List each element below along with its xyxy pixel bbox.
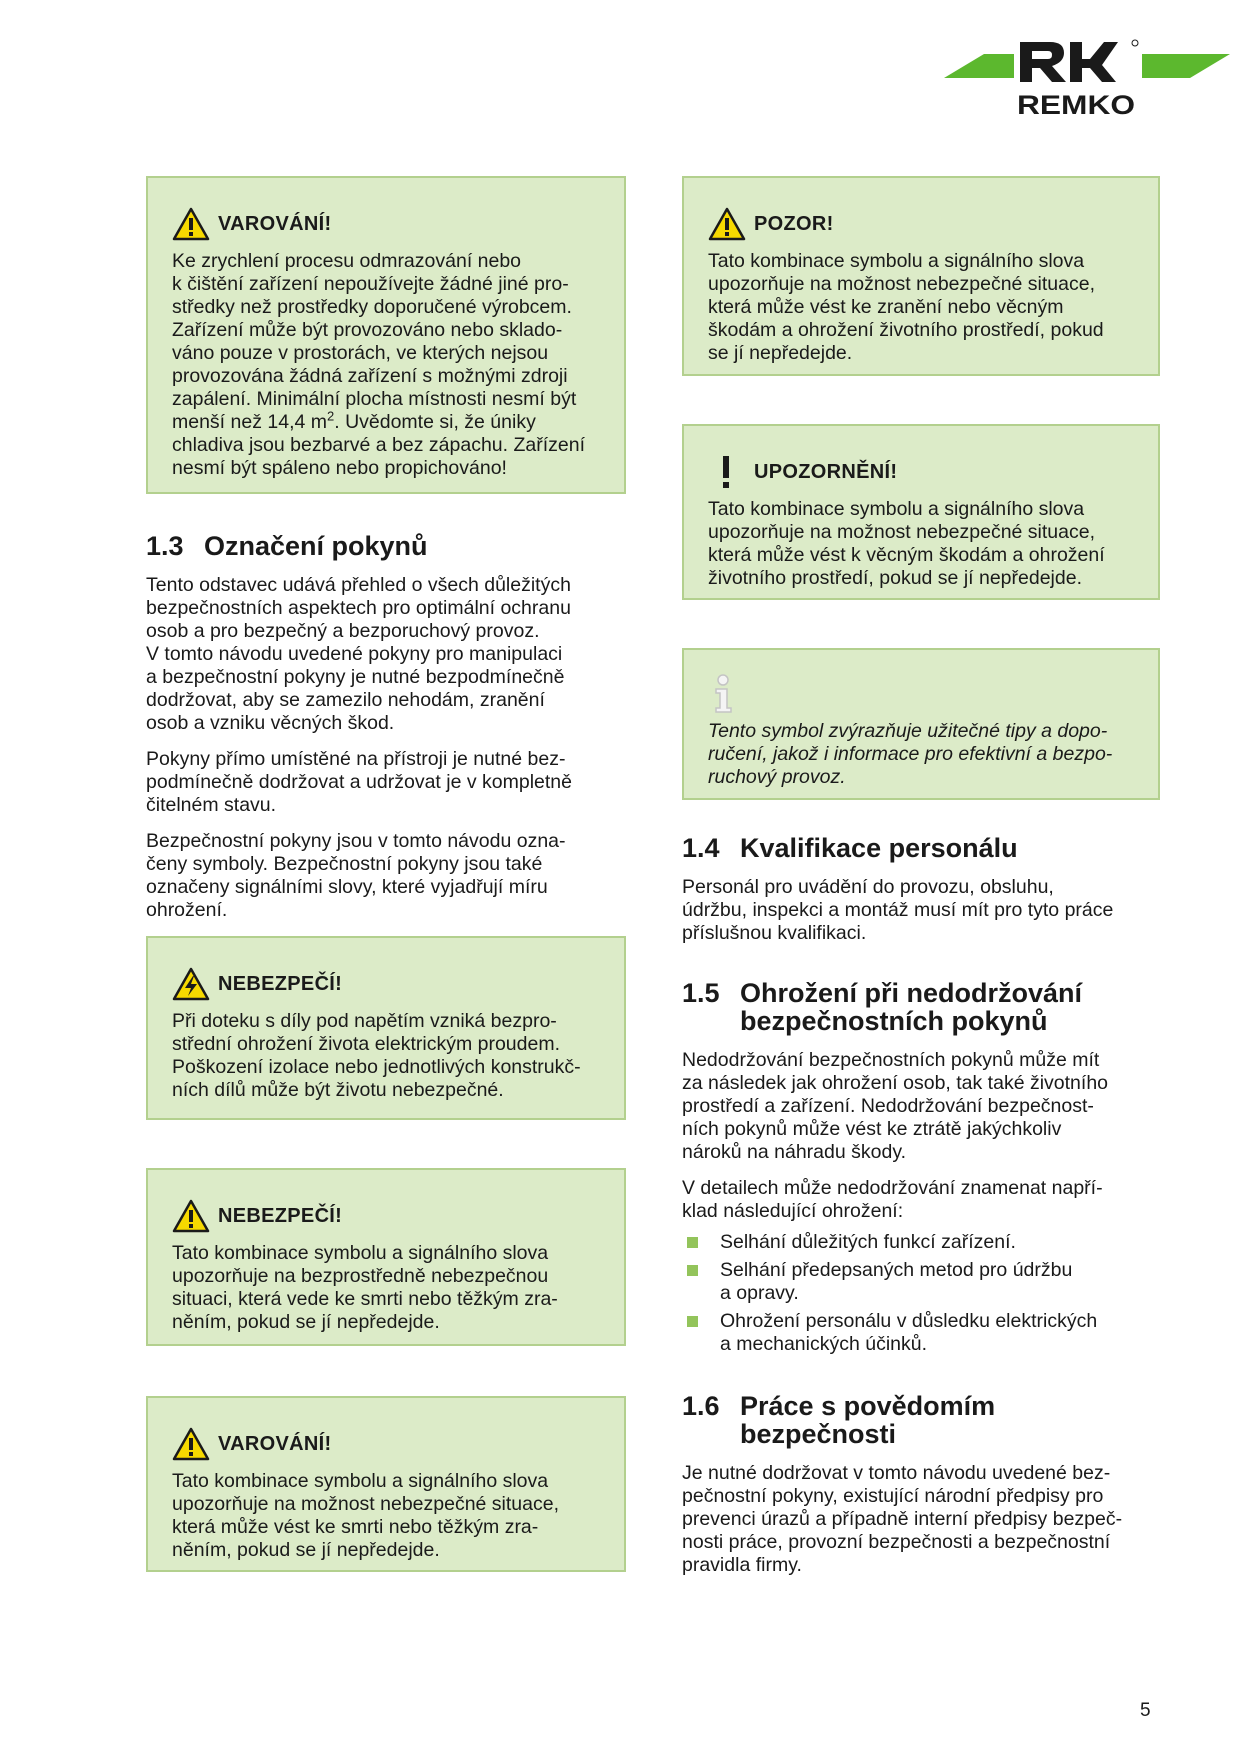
- signal-word: POZOR!: [754, 212, 834, 235]
- paragraph: Tento odstavec udává přehled o všech důležitých bezpečnostních aspektech pro optimální ochranu osob a pro bezpečný a bezporuchový provoz. V tomto návodu uvedené pokyny pro manipulaci a bezpečnostní pokyny je nutné bezpodmínečně dodržovat, aby se zamezilo nehodám, zranění osob a vzniku věcných škod.: [146, 574, 571, 734]
- signal-word: NEBEZPEČÍ!: [218, 1204, 343, 1227]
- notice-box: [682, 424, 1160, 600]
- info-icon: [708, 674, 738, 714]
- bullet-square-icon: [687, 1265, 698, 1276]
- paragraph: Personál pro uvádění do provozu, obsluhu, údržbu, inspekci a montáž musí mít pro tyto práce příslušnou kvalifikaci.: [682, 876, 1114, 944]
- warning-triangle-icon: [172, 1427, 210, 1461]
- notice-header: [708, 452, 1136, 492]
- left-column: [146, 176, 626, 1572]
- warning-triangle-icon: [172, 1199, 210, 1233]
- paragraph: Nedodržování bezpečnostních pokynů může mít za následek jak ohrožení osob, tak také životního prostředí a zařízení. Nedodržování bezpečnost- ních pokynů může vést ke ztrátě jakýchkoliv nároků na náhradu škody.: [682, 1049, 1109, 1163]
- bullet-list: [682, 1231, 1160, 1356]
- warning-triangle-icon: [172, 207, 210, 241]
- right-column: [682, 176, 1160, 1590]
- page-number: 5: [1140, 1700, 1151, 1721]
- caution-box: [682, 176, 1160, 376]
- info-header: [708, 672, 1136, 716]
- paragraph: Pokyny přímo umístěné na přístroji je nutné bez- podmínečně dodržovat a udržovat je v kompletně čitelném stavu.: [146, 748, 573, 816]
- caution-text: Tato kombinace symbolu a signálního slova upozorňuje na možnost nebezpečné situace, která může vést ke zranění nebo věcným škodám a ohrožení životního prostředí, pokud se jí nepředejde.: [708, 250, 1104, 364]
- danger-header: [172, 964, 602, 1004]
- bullet-square-icon: [687, 1316, 698, 1327]
- section-title-1-3: 1.3 Označení pokynů: [146, 531, 428, 561]
- notice-text: Tato kombinace symbolu a signálního slova upozorňuje na možnost nebezpečné situace, která může vést k věcným škodám a ohrožení životního prostředí, pokud se jí nepředejde.: [708, 498, 1105, 589]
- info-text: Tento symbol zvýrazňuje užitečné tipy a dopo- ručení, jakož i informace pro efektivní a bezpo- ruchový provoz.: [708, 720, 1113, 788]
- exclamation-icon: [708, 455, 746, 489]
- remko-logo: [944, 38, 1230, 122]
- danger-text: Tato kombinace symbolu a signálního slova upozorňuje na bezprostředně nebezpečnou situaci, která vede ke smrti nebo těžkým zra- něním, pokud se jí nepředejde.: [172, 1242, 558, 1333]
- signal-word: VAROVÁNÍ!: [218, 212, 332, 235]
- section-title-1-6: 1.6 Práce s povědomím bezpečnosti: [682, 1391, 996, 1449]
- info-box: [682, 648, 1160, 800]
- list-item: Selhání důležitých funkcí zařízení.: [682, 1231, 1160, 1254]
- signal-word: UPOZORNĚNÍ!: [754, 460, 898, 483]
- logo-wordmark: REMKO: [1017, 90, 1135, 120]
- danger-text: Při doteku s díly pod napětím vzniká bezpro- střední ohrožení života elektrickým proudem. Poškození izolace nebo jednotlivých konstrukč- ních dílů může být životu nebezpečné.: [172, 1010, 581, 1101]
- paragraph: V detailech může nedodržování znamenat napří- klad následující ohrožení:: [682, 1177, 1103, 1222]
- warning-box: [146, 1396, 626, 1572]
- list-item: Selhání předepsaných metod pro údržbu a opravy.: [682, 1259, 1160, 1305]
- warning-triangle-icon: [708, 207, 746, 241]
- list-item: Ohrožení personálu v důsledku elektrických a mechanických účinků.: [682, 1310, 1160, 1356]
- signal-word: VAROVÁNÍ!: [218, 1432, 332, 1455]
- warning-text: Tato kombinace symbolu a signálního slova upozorňuje na možnost nebezpečné situace, která může vést ke smrti nebo těžkým zra- něním, pokud se jí nepředejde.: [172, 1470, 560, 1561]
- paragraph: Je nutné dodržovat v tomto návodu uvedené bez- pečnostní pokyny, existující národní předpisy pro prevenci úrazů a případně interní předpisy bezpeč- nosti práce, provozní bezpečnosti a bezpečnostní pravidla firmy.: [682, 1462, 1123, 1576]
- danger-header: [172, 1196, 602, 1236]
- warning-box: [146, 176, 626, 494]
- caution-header: [708, 204, 1136, 244]
- danger-electric-box: [146, 936, 626, 1120]
- warning-header: [172, 204, 602, 244]
- electric-hazard-icon: [172, 967, 210, 1001]
- paragraph: Bezpečnostní pokyny jsou v tomto návodu ozna- čeny symboly. Bezpečnostní pokyny jsou také označeny signálními slovy, které vyjadřují míru ohrožení.: [146, 830, 566, 921]
- bullet-square-icon: [687, 1237, 698, 1248]
- section-title-1-4: 1.4 Kvalifikace personálu: [682, 833, 1018, 863]
- signal-word: NEBEZPEČÍ!: [218, 972, 343, 995]
- warning-header: [172, 1424, 602, 1464]
- warning-text: Ke zrychlení procesu odmrazování nebo k čištění zařízení nepoužívejte žádné jiné pro- středky než prostředky doporučené výrobcem. Zařízení může být provozováno nebo sklado- váno pouze v prostorách, ve kterých nejsou provozována žádná zařízení s možnými zdroji zapálení. Minimální plocha místnosti nesmí být menší než 14,4 $m^2$. Uvědomte si, že úniky chladiva jsou bezbarvé a bez zápachu. Zařízení nesmí být spáleno nebo propichováno!: [172, 250, 585, 479]
- section-title-1-5: 1.5 Ohrožení při nedodržování bezpečnostních pokynů: [682, 978, 1083, 1036]
- danger-box: [146, 1168, 626, 1346]
